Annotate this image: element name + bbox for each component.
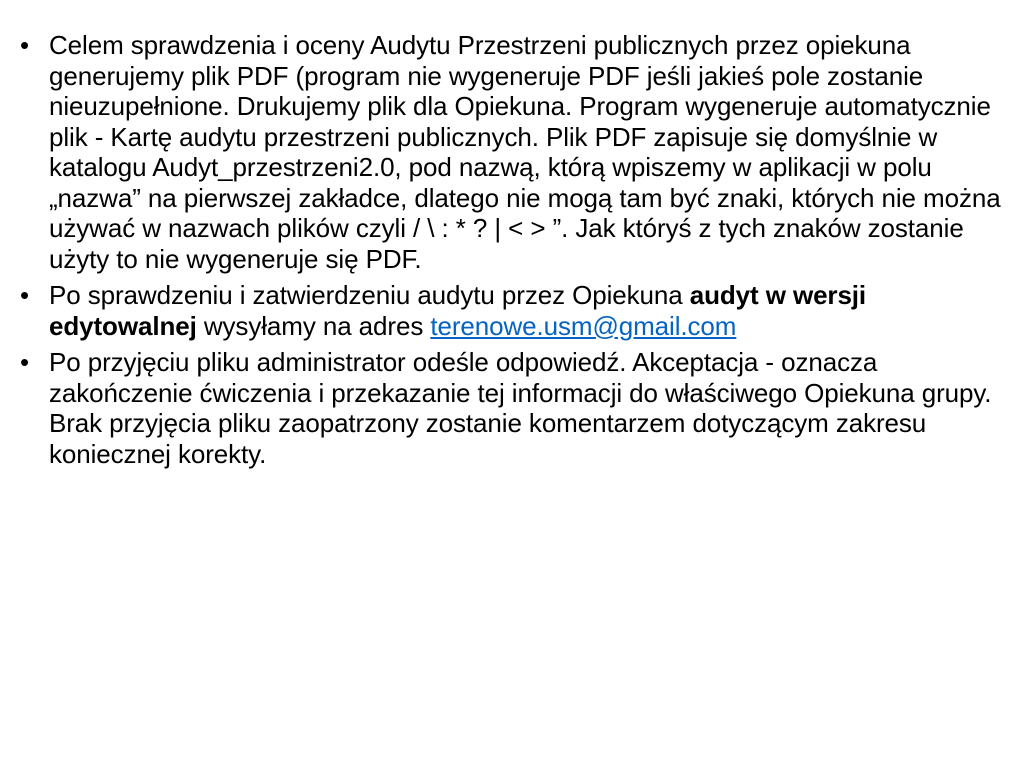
bullet-item-admin-response xyxy=(20,347,1016,469)
email-link[interactable]: terenowe.usm@gmail.com xyxy=(430,310,737,341)
bullet-text-after: wysyłamy na adres xyxy=(196,310,431,341)
bullet-icon: • xyxy=(20,280,30,310)
bullet-item-pdf-generation xyxy=(20,30,1016,274)
bullet-icon: • xyxy=(20,347,30,377)
bullet-text: Po sprawdzeniu i zatwierdzeniu audytu przez Opiekuna xyxy=(49,280,690,310)
bullet-text: Po przyjęciu pliku administrator odeśle odpowiedź. Akceptacja - oznacza zakończenie ćwiczenia i przekazanie tej informacji do właściwego Opiekuna grupy. Brak przyjęcia pliku zaopatrzony zostanie komentarzem dotyczącym zakresu koniecznej korekty. xyxy=(49,347,992,469)
bullet-list xyxy=(20,30,1016,469)
bold-text: audyt w wersji edytowalnej xyxy=(49,280,867,341)
bullet-item-send-audit xyxy=(20,280,1016,341)
bullet-text: Celem sprawdzenia i oceny Audytu Przestrzeni publicznych przez opiekuna generujemy plik PDF (program nie wygeneruje PDF jeśli jakieś pole zostanie nieuzupełnione. Drukujemy plik dla Opiekuna. Program wygeneruje automatycznie plik - Kartę audytu przestrzeni publicznych. Plik PDF zapisuje się domyślnie w katalogu Audyt_przestrzeni2.0, pod nazwą, którą wpiszemy w aplikacji w polu „nazwa” na pierwszej zakładce, dlatego nie mogą tam być znaki, których nie można używać w nazwach plików czyli / \ : * ? | < > ”. Jak któryś z tych znaków zostanie użyty to nie wygeneruje się PDF. xyxy=(49,30,1001,274)
bullet-icon: • xyxy=(20,30,30,60)
